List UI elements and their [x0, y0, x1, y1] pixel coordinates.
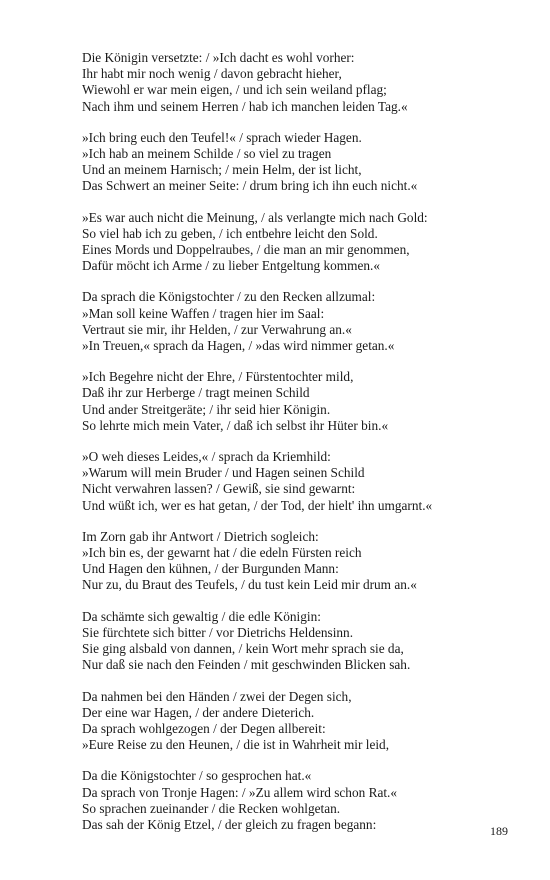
verse-line: Da sprach die Königstochter / zu den Recken allzumal: [82, 289, 376, 305]
verse-line: Nur daß sie nach den Feinden / mit geschwinden Blicken sah. [82, 657, 411, 673]
verse-line: Da nahmen bei den Händen / zwei der Degen sich, [82, 688, 352, 704]
stanza-4 [82, 289, 522, 354]
verse-line: Und wüßt ich, wer es hat getan, / der Tod, der hielt' ihn umgarnt.« [82, 497, 433, 513]
verse-line: »Eure Reise zu den Heunen, / die ist in Wahrheit mir leid, [82, 737, 390, 753]
verse-line: So viel hab ich zu geben, / ich entbehre leicht den Sold. [82, 225, 378, 241]
page-number: 189 [490, 824, 508, 838]
verse-line: So sprachen zueinander / die Recken wohlgetan. [82, 800, 341, 816]
verse-line: »In Treuen,« sprach da Hagen, / »das wird nimmer getan.« [82, 338, 395, 354]
verse-line: Und Hagen den kühnen, / der Burgunden Mann: [82, 561, 339, 577]
verse-line: Da sprach von Tronje Hagen: / »Zu allem wird schon Rat.« [82, 784, 398, 800]
verse-line: Die Königin versetzte: / »Ich dacht es wohl vorher: [82, 50, 355, 65]
stanza-6 [82, 449, 522, 514]
stanza-5 [82, 369, 522, 434]
verse-line: »Ich bin es, der gewarnt hat / die edeln Fürsten reich [82, 545, 362, 561]
verse-line: »O weh dieses Leides,« / sprach da Kriemhild: [82, 449, 331, 465]
verse-line: Nach ihm und seinem Herren / hab ich manchen leiden Tag.« [82, 98, 408, 114]
verse-line: Eines Mords und Doppelraubes, / die man an mir genommen, [82, 242, 410, 258]
stanza-7 [82, 529, 522, 594]
verse-line: »Ich hab an meinem Schilde / so viel zu tragen [82, 146, 332, 162]
stanza-9 [82, 689, 522, 754]
stanza-10 [82, 768, 522, 833]
verse-line: Da schämte sich gewaltig / die edle Königin: [82, 608, 321, 624]
poem-text [82, 50, 522, 848]
verse-line: »Man soll keine Waffen / tragen hier im Saal: [82, 305, 325, 321]
verse-line: »Ich Begehre nicht der Ehre, / Fürstentochter mild, [82, 369, 354, 385]
stanza-1 [82, 50, 522, 115]
verse-line: Wiewohl er war mein eigen, / und ich sein weiland pflag; [82, 82, 387, 98]
stanza-2 [82, 130, 522, 195]
verse-line: Ihr habt mir noch wenig / davon gebracht hieher, [82, 66, 342, 82]
stanza-3 [82, 210, 522, 275]
verse-line: »Es war auch nicht die Meinung, / als verlangte mich nach Gold: [82, 209, 428, 225]
verse-line: Nur zu, du Braut des Teufels, / du tust kein Leid mir drum an.« [82, 577, 417, 593]
verse-line: Daß ihr zur Herberge / tragt meinen Schild [82, 385, 310, 401]
verse-line: Und ander Streitgeräte; / ihr seid hier Königin. [82, 401, 331, 417]
verse-line: Sie ging alsbald von dannen, / kein Wort mehr sprach sie da, [82, 641, 404, 657]
verse-line: Vertraut sie mir, ihr Helden, / zur Verwahrung an.« [82, 321, 352, 337]
verse-line: Dafür möcht ich Arme / zu lieber Entgeltung kommen.« [82, 258, 380, 274]
verse-line: Sie fürchtete sich bitter / vor Dietrichs Heldensinn. [82, 624, 354, 640]
verse-line: Der eine war Hagen, / der andere Dieterich. [82, 704, 315, 720]
verse-line: So lehrte mich mein Vater, / daß ich selbst ihr Hüter bin.« [82, 417, 389, 433]
verse-line: Im Zorn gab ihr Antwort / Dietrich sogleich: [82, 528, 319, 544]
verse-line: Das Schwert an meiner Seite: / drum bring ich ihn euch nicht.« [82, 178, 418, 194]
verse-line: Da sprach wohlgezogen / der Degen allbereit: [82, 720, 326, 736]
verse-line: Das sah der König Etzel, / der gleich zu fragen begann: [82, 816, 377, 832]
verse-line: »Warum will mein Bruder / und Hagen seinen Schild [82, 465, 365, 481]
verse-line: Und an meinem Harnisch; / mein Helm, der ist licht, [82, 162, 362, 178]
verse-line: Da die Königstochter / so gesprochen hat.« [82, 768, 312, 784]
verse-line: Nicht verwahren lassen? / Gewiß, sie sind gewarnt: [82, 481, 356, 497]
verse-line: »Ich bring euch den Teufel!« / sprach wieder Hagen. [82, 129, 362, 145]
stanza-8 [82, 609, 522, 674]
